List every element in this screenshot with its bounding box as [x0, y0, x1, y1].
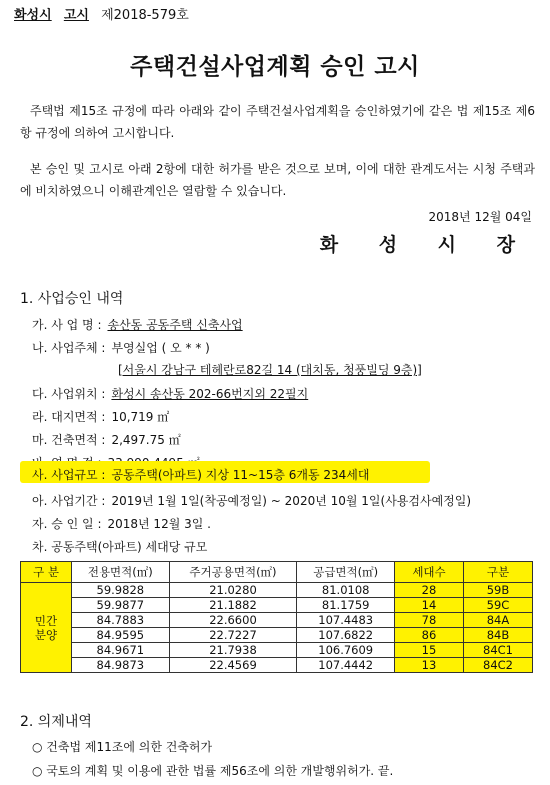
list-item: 아. 사업기간 : 2019년 1월 1일(착공예정일) ~ 2020년 10월 1일(사용검사예정일): [32, 494, 472, 508]
list-item: 라. 대지면적 : 10,719 ㎡: [32, 410, 170, 424]
table-cell: 59.9877: [72, 598, 170, 613]
page-title: 주택건설사업계획 승인 고시: [130, 54, 420, 80]
table-cell: 86: [395, 628, 464, 643]
notice-header: [14, 4, 189, 23]
table-row: [21, 643, 533, 658]
table-cell: 84.9671: [72, 643, 170, 658]
table-cell: 84.9595: [72, 628, 170, 643]
column-header: 세대수: [395, 562, 464, 583]
table-cell: 107.4483: [297, 613, 395, 628]
table-cell: 59.9828: [72, 583, 170, 598]
table-cell: 84A: [464, 613, 533, 628]
table-cell: 28: [395, 583, 464, 598]
notice-number: 제2018-579호: [101, 8, 189, 23]
list-item: ○ 건축법 제11조에 의한 건축허가: [32, 740, 213, 754]
list-item: 사. 사업규모 : 공동주택(아파트) 지상 11~15층 6개동 234세대: [32, 468, 370, 482]
section-heading-approval: 1. 사업승인 내역: [20, 291, 124, 307]
column-header: 구분: [464, 562, 533, 583]
column-header: 주거공용면적(㎡): [169, 562, 297, 583]
table-cell: 84.9873: [72, 658, 170, 673]
table-cell: 84C1: [464, 643, 533, 658]
list-item: 자. 승 인 일 : 2018년 12월 3일 .: [32, 517, 211, 531]
table-cell: 107.6822: [297, 628, 395, 643]
intro-paragraph-1: 주택법 제15조 규정에 따라 아래와 같이 주택건설사업계획을 승인하였기에 같은 법 제15조 제6항 규정에 의하여 고시합니다.: [20, 104, 535, 140]
table-row: [21, 613, 533, 628]
table-cell: 81.1759: [297, 598, 395, 613]
table-cell: 84B: [464, 628, 533, 643]
table-cell: 59B: [464, 583, 533, 598]
table-row: [21, 658, 533, 673]
list-item: ○ 국토의 계획 및 이용에 관한 법률 제56조에 의한 개발행위허가. 끝.: [32, 764, 394, 778]
table-header-row: [21, 562, 533, 583]
unit-size-table: [20, 561, 533, 673]
column-header: 구 분: [21, 562, 72, 583]
list-item: [서울시 강남구 테헤란로82길 14 (대치동, 청풍빌딩 9층)]: [118, 363, 422, 377]
table-cell: 13: [395, 658, 464, 673]
list-item: 마. 건축면적 : 2,497.75 ㎡: [32, 433, 181, 447]
table-row: [21, 628, 533, 643]
group-label-cell: 민간 분양: [21, 583, 72, 673]
table-cell: 106.7609: [297, 643, 395, 658]
table-cell: 107.4442: [297, 658, 395, 673]
list-item: 차. 공동주택(아파트) 세대당 규모: [32, 540, 208, 554]
intro-paragraph-2: 본 승인 및 고시로 아래 2항에 대한 허가를 받은 것으로 보며, 이에 대한 관계도서는 시청 주택과에 비치하였으니 이해관계인은 열람할 수 있습니다.: [20, 162, 535, 198]
table-cell: 84.7883: [72, 613, 170, 628]
table-cell: 21.1882: [169, 598, 297, 613]
mayor-signature: 화 성 시 장: [319, 234, 532, 256]
notice-type: 고시: [63, 8, 89, 23]
issuer-name: 화성시: [14, 8, 52, 23]
table-cell: 22.4569: [169, 658, 297, 673]
table-cell: 84C2: [464, 658, 533, 673]
table-cell: 22.7227: [169, 628, 297, 643]
table-cell: 14: [395, 598, 464, 613]
section-heading-deemed: 2. 의제내역: [20, 714, 92, 730]
list-item: 나. 사업주체 : 부영실업 ( 오 * * ): [32, 341, 210, 355]
list-item: 다. 사업위치 : 화성시 송산동 202-66번지외 22필지: [32, 387, 309, 401]
table-cell: 21.7938: [169, 643, 297, 658]
table-cell: 15: [395, 643, 464, 658]
column-header: 공급면적(㎡): [297, 562, 395, 583]
notice-date: 2018년 12월 04일: [428, 210, 532, 224]
table-row: [21, 598, 533, 613]
column-header: 전용면적(㎡): [72, 562, 170, 583]
table-cell: 78: [395, 613, 464, 628]
list-item: 가. 사 업 명 : 송산동 공동주택 신축사업: [32, 318, 243, 332]
table-cell: 22.6600: [169, 613, 297, 628]
table-cell: 81.0108: [297, 583, 395, 598]
table-cell: 59C: [464, 598, 533, 613]
table-cell: 21.0280: [169, 583, 297, 598]
table-row: [21, 583, 533, 598]
